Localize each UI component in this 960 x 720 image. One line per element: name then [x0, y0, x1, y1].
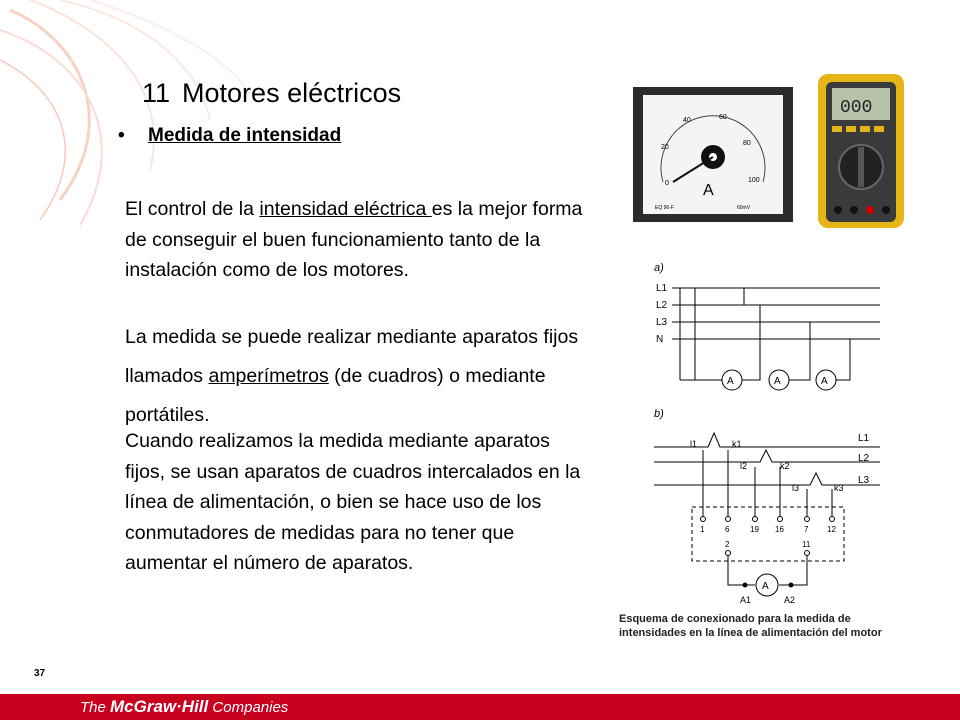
- panel-ammeter-image: [633, 87, 793, 222]
- meter-terminal: A2: [784, 595, 796, 605]
- line-label: L1: [858, 433, 870, 444]
- dial-unit: A: [703, 182, 714, 199]
- rating-text: 60mV: [737, 205, 751, 211]
- terminal-label: 1: [700, 525, 705, 534]
- paragraph-text: El control de la: [125, 198, 260, 220]
- ct-label: l2: [740, 461, 748, 471]
- paragraph-text: es la mejor forma de conseguir el buen funcionamiento tanto de la instalación como de los motores.: [125, 198, 583, 281]
- scale-label: 20: [661, 144, 669, 151]
- terminal-label: 12: [827, 525, 836, 534]
- meter-label: A: [774, 376, 781, 387]
- scale-label: 40: [683, 117, 691, 124]
- multimeter-display: 000: [840, 98, 873, 118]
- terminal-label: 16: [775, 525, 784, 534]
- paragraph-text: (de cuadros) o mediante portátiles.: [125, 365, 546, 426]
- page-title: [142, 78, 401, 109]
- figure-caption: Esquema de conexionado para la medida de intensidades en la línea de alimentación del motor: [619, 613, 882, 639]
- section-heading-label: Medida de intensidad: [148, 125, 342, 146]
- paragraph-measurement: [125, 318, 595, 435]
- wiring-diagram: [650, 255, 890, 615]
- paragraph-text: La medida se puede realizar mediante aparatos fijos llamados: [125, 326, 579, 387]
- terminal-label: 19: [750, 525, 759, 534]
- model-text: EQ 96-F: [655, 205, 674, 211]
- terminal-label: 7: [804, 525, 809, 534]
- diagram-b-label: b): [654, 408, 664, 420]
- page-number: 37: [34, 668, 46, 679]
- ct-label: l1: [690, 439, 698, 449]
- ct-label: k3: [834, 483, 844, 493]
- logo-prefix: The: [80, 699, 111, 716]
- paragraph-fixed-devices: Cuando realizamos la medida mediante aparatos fijos, se usan aparatos de cuadros intercalados en la línea de alimentación, o bien se hace uso de los conmutadores de medidas para no tener que aumentar el número de aparatos.: [125, 430, 581, 574]
- meter-label: A: [821, 376, 828, 387]
- diagram-a-label: a): [654, 262, 664, 274]
- meter-label: A: [762, 581, 769, 592]
- terminal-label: 11: [802, 540, 811, 549]
- hyperlink-amperimetros[interactable]: amperímetros: [208, 365, 329, 387]
- logo-suffix: Companies: [208, 699, 289, 716]
- line-label: L2: [858, 453, 870, 464]
- line-label: L2: [656, 300, 668, 311]
- line-label: L1: [656, 283, 668, 294]
- logo-brand: McGraw·Hill: [110, 697, 209, 716]
- scale-label: 80: [743, 140, 751, 147]
- terminal-label: 6: [725, 525, 730, 534]
- scale-label: 60: [719, 114, 727, 121]
- line-label: L3: [656, 317, 668, 328]
- meter-terminal: A1: [740, 595, 752, 605]
- multimeter-image: [796, 72, 926, 232]
- section-heading: [118, 125, 341, 147]
- chapter-number: 11: [142, 78, 171, 108]
- terminal-label: 2: [725, 540, 730, 549]
- ct-label: k1: [732, 439, 742, 449]
- line-label: L3: [858, 475, 870, 486]
- paragraph-intro: [125, 194, 595, 286]
- footer-bar: [0, 694, 960, 720]
- ct-label: k2: [780, 461, 790, 471]
- scale-label: 100: [748, 177, 760, 184]
- scale-label: 0: [665, 180, 669, 187]
- hyperlink-intensidad[interactable]: intensidad eléctrica: [259, 198, 432, 220]
- publisher-logo: [80, 697, 288, 717]
- meter-label: A: [727, 376, 734, 387]
- bullet-symbol: •: [118, 125, 125, 146]
- line-label: N: [656, 334, 664, 345]
- ct-label: l3: [792, 483, 800, 493]
- chapter-title: Motores eléctricos: [182, 78, 402, 108]
